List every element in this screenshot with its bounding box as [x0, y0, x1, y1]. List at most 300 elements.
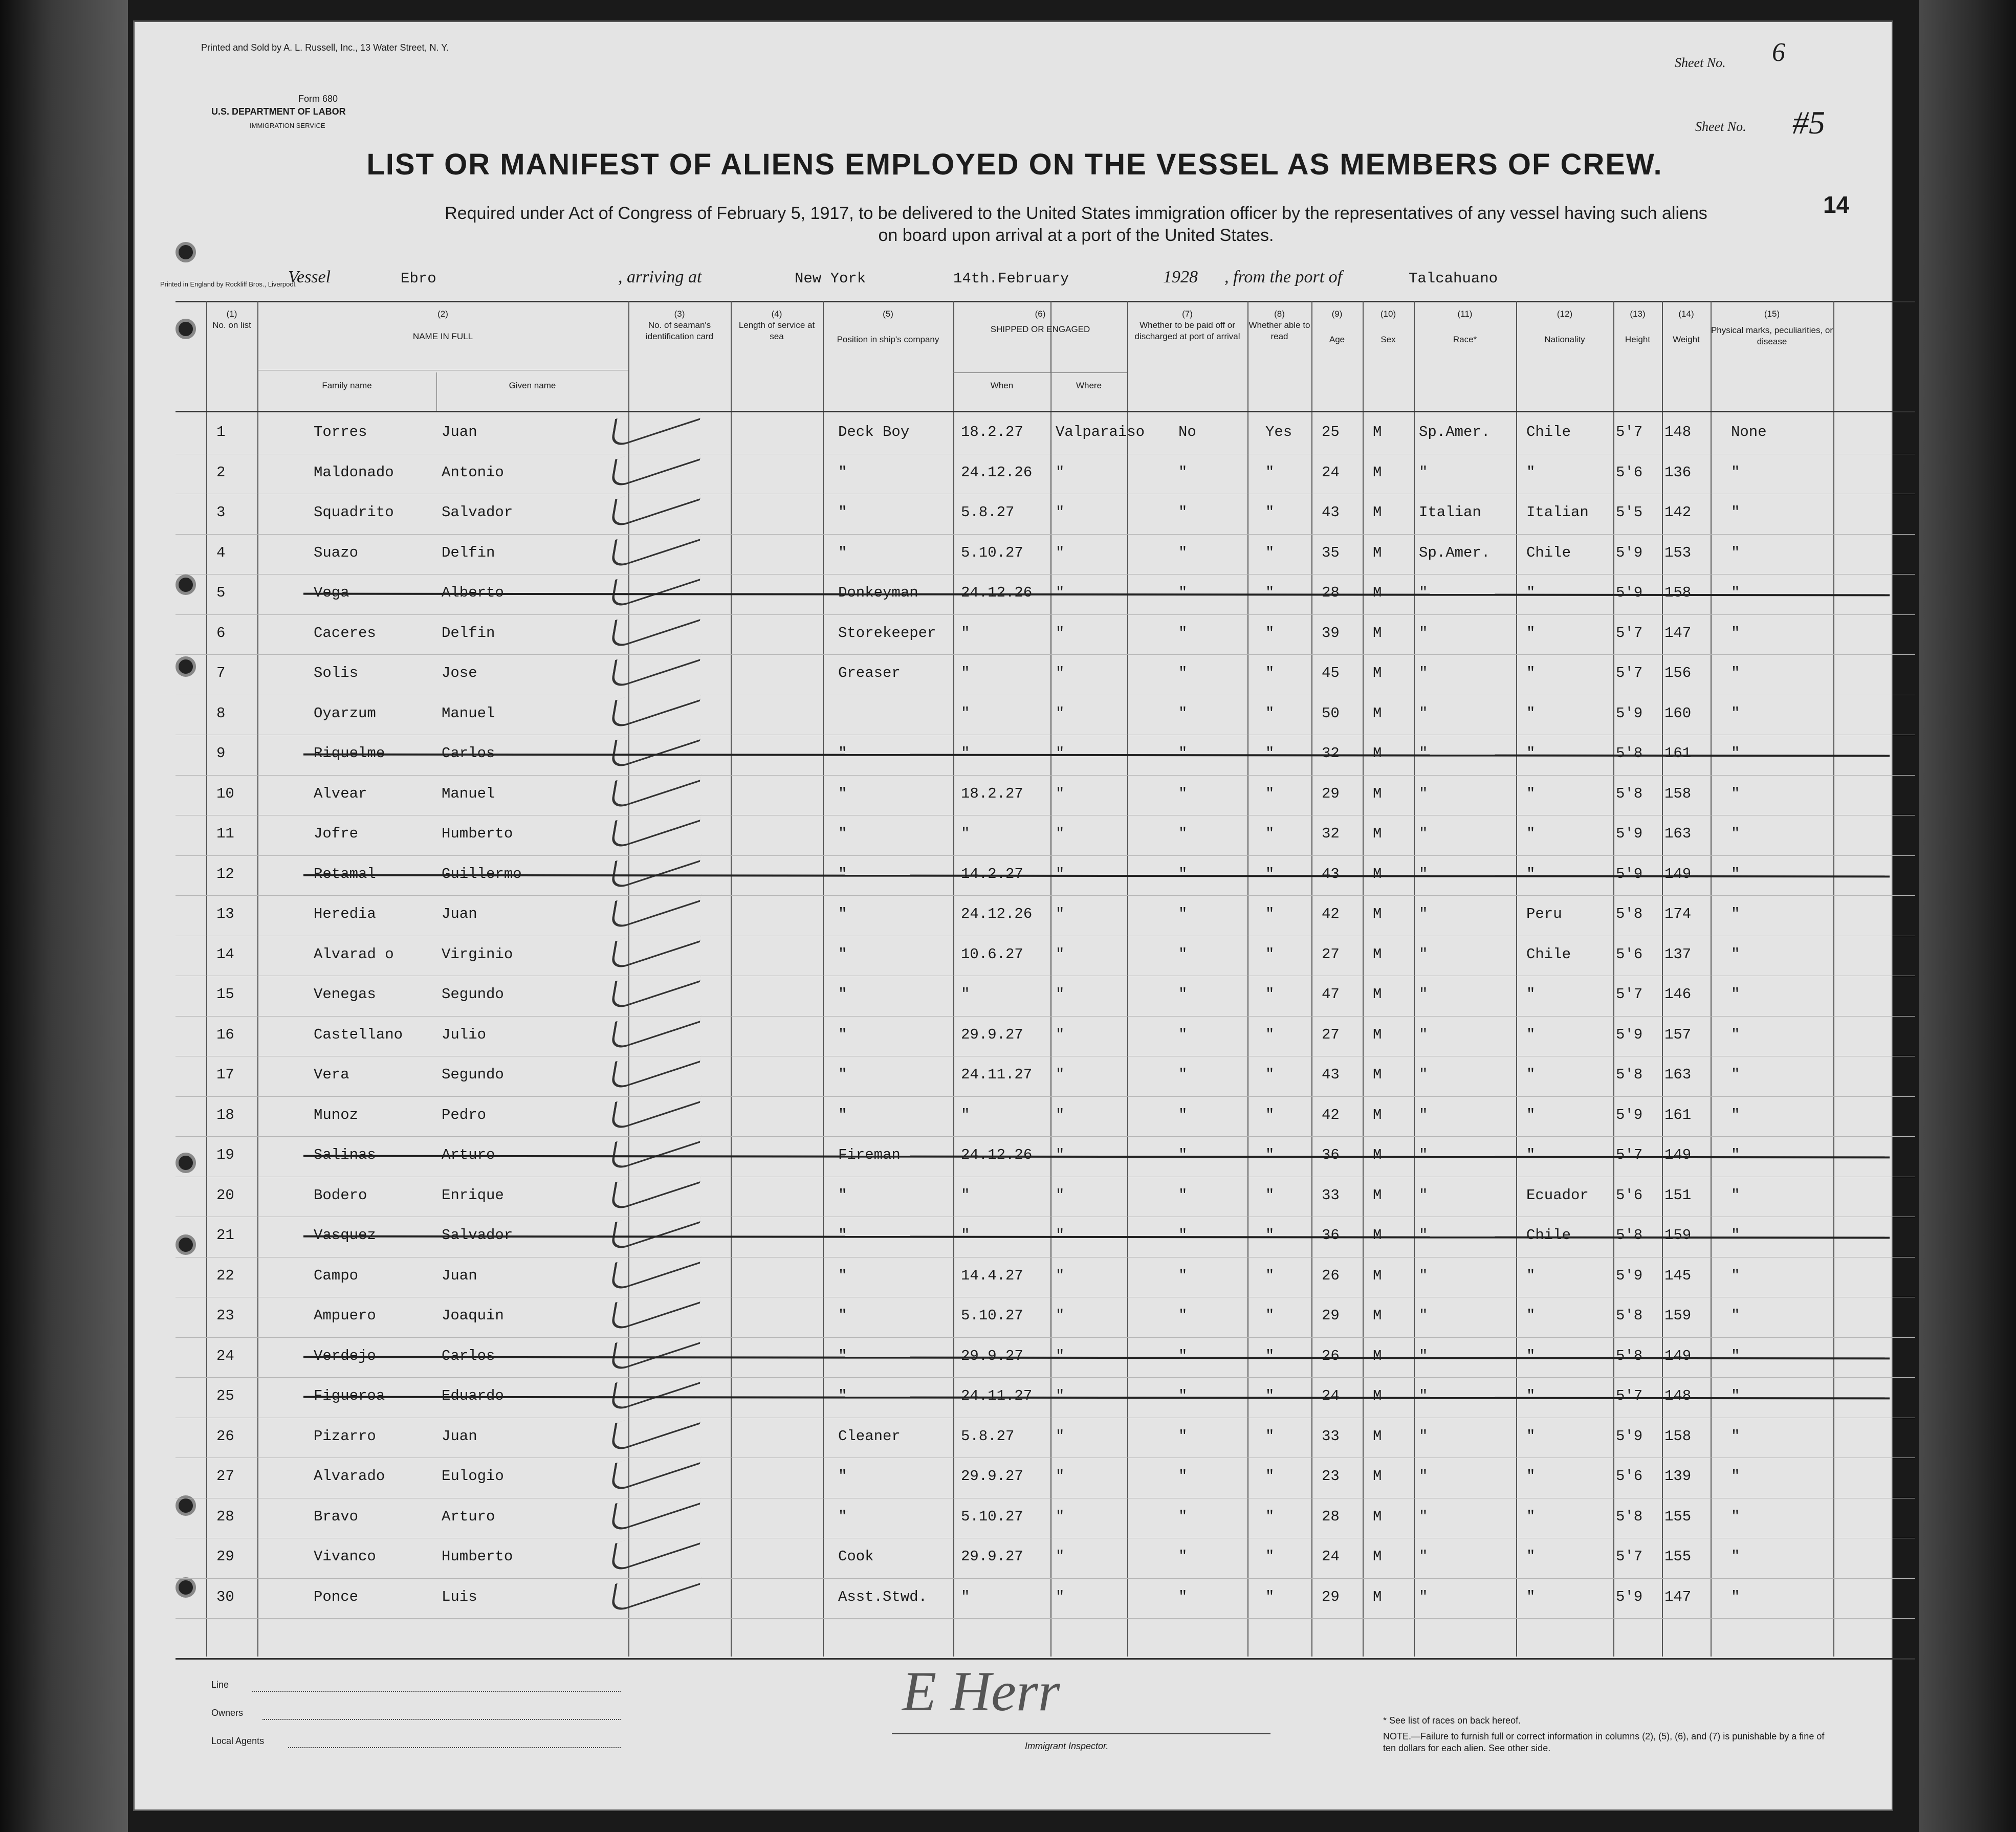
- cell-position: Greaser: [838, 665, 901, 681]
- cell-marks: ": [1731, 544, 1740, 561]
- cell-read: ": [1265, 986, 1275, 1003]
- cell-position: Deck Boy: [838, 424, 910, 440]
- table-row: [135, 1177, 1895, 1217]
- cell-weight: 142: [1664, 504, 1692, 521]
- cell-when: 14.2.27: [961, 865, 1023, 882]
- cell-position: ": [838, 745, 847, 762]
- cell-read: ": [1265, 745, 1275, 762]
- cell-race: ": [1419, 1146, 1428, 1163]
- printer-credit: Printed and Sold by A. L. Russell, Inc., 13 Water Street, N. Y.: [201, 42, 449, 53]
- cell-given: Alberto: [442, 584, 504, 601]
- cell-weight: 158: [1664, 785, 1692, 802]
- table-row: [135, 1136, 1895, 1176]
- cell-position: Donkeyman: [838, 584, 918, 601]
- cell-position: Fireman: [838, 1146, 901, 1163]
- cell-nat: ": [1526, 1267, 1536, 1284]
- cell-marks: ": [1731, 745, 1740, 762]
- cell-sex: M: [1373, 745, 1382, 762]
- cell-paid: ": [1178, 865, 1188, 882]
- cell-height: 5'6: [1616, 945, 1643, 963]
- cell-sex: M: [1373, 1066, 1382, 1083]
- cell-no: 22: [216, 1267, 234, 1284]
- cell-family: Venegas: [314, 986, 376, 1003]
- cell-position: ": [838, 1468, 847, 1485]
- cell-race: ": [1419, 1347, 1428, 1364]
- cell-height: 5'7: [1616, 424, 1643, 440]
- cell-read: ": [1265, 504, 1275, 521]
- table-row: [135, 775, 1895, 815]
- inspector-signature: E Herr: [902, 1660, 1060, 1723]
- cell-height: 5'8: [1616, 1066, 1643, 1083]
- cell-read: ": [1265, 865, 1275, 882]
- cell-where: ": [1056, 544, 1065, 561]
- cell-family: Bravo: [314, 1508, 359, 1525]
- form-number: Form 680: [298, 94, 338, 104]
- cell-given: Humberto: [442, 825, 513, 842]
- cell-nat: ": [1526, 1427, 1536, 1445]
- cell-where: ": [1056, 1146, 1065, 1163]
- cell-weight: 147: [1664, 1588, 1692, 1605]
- cell-age: 42: [1322, 1106, 1340, 1123]
- cell-marks: ": [1731, 1106, 1740, 1123]
- cell-no: 24: [216, 1347, 234, 1364]
- cell-race: ": [1419, 1186, 1428, 1204]
- col-physical-marks: (15) Physical marks, peculiarities, or disease: [1711, 309, 1833, 347]
- cell-where: ": [1056, 1066, 1065, 1083]
- cell-weight: 174: [1664, 906, 1692, 922]
- cell-race: ": [1419, 1508, 1428, 1525]
- cell-sex: M: [1373, 665, 1382, 681]
- table-row: [135, 1297, 1895, 1337]
- cell-weight: 153: [1664, 544, 1692, 561]
- cell-where: ": [1056, 1588, 1065, 1605]
- cell-nat: Ecuador: [1526, 1186, 1589, 1204]
- cell-sex: M: [1373, 785, 1382, 802]
- strikethrough-line: [303, 1396, 1890, 1400]
- cell-position: Storekeeper: [838, 624, 936, 642]
- cell-age: 24: [1322, 1548, 1340, 1565]
- race-note: * See list of races on back hereof.: [1383, 1715, 1521, 1726]
- arrival-year: 1928: [1163, 268, 1198, 286]
- cell-race: Sp.Amer.: [1419, 424, 1491, 440]
- cell-sex: M: [1373, 1307, 1382, 1324]
- cell-no: 5: [216, 584, 226, 601]
- cell-sex: M: [1373, 865, 1382, 882]
- cell-read: ": [1265, 544, 1275, 561]
- cell-given: Julio: [442, 1026, 487, 1043]
- cell-paid: ": [1178, 504, 1188, 521]
- cell-race: ": [1419, 945, 1428, 963]
- cell-when: ": [961, 745, 970, 762]
- cell-marks: ": [1731, 584, 1740, 601]
- cell-given: Juan: [442, 906, 477, 922]
- cell-weight: 139: [1664, 1468, 1692, 1485]
- cell-sex: M: [1373, 584, 1382, 601]
- cell-given: Humberto: [442, 1548, 513, 1565]
- cell-age: 28: [1322, 584, 1340, 601]
- cell-family: Vega: [314, 584, 349, 601]
- col-paid-off: (7) Whether to be paid off or discharged at port of arrival: [1134, 309, 1240, 342]
- cell-read: ": [1265, 825, 1275, 842]
- cell-family: Solis: [314, 665, 359, 681]
- strikethrough-line: [303, 1155, 1890, 1159]
- cell-no: 30: [216, 1588, 234, 1605]
- table-row: [135, 1498, 1895, 1538]
- cell-age: 43: [1322, 1066, 1340, 1083]
- cell-age: 24: [1322, 1387, 1340, 1404]
- cell-no: 11: [216, 825, 234, 842]
- cell-when: 29.9.27: [961, 1347, 1023, 1364]
- cell-no: 13: [216, 906, 234, 922]
- inspector-label: Immigrant Inspector.: [1025, 1741, 1109, 1751]
- local-agents-label: Local Agents: [211, 1736, 265, 1746]
- cell-marks: ": [1731, 1468, 1740, 1485]
- cell-read: ": [1265, 1227, 1275, 1244]
- table-row: [135, 1418, 1895, 1458]
- table-row: [135, 1056, 1895, 1096]
- cell-family: Oyarzum: [314, 704, 376, 722]
- cell-nat: ": [1526, 704, 1536, 722]
- cell-no: 9: [216, 745, 226, 762]
- cell-position: ": [838, 1227, 847, 1244]
- cell-paid: ": [1178, 1146, 1188, 1163]
- cell-nat: ": [1526, 865, 1536, 882]
- arriving-port: New York: [795, 270, 866, 287]
- cell-height: 5'7: [1616, 624, 1643, 642]
- cell-age: 26: [1322, 1267, 1340, 1284]
- cell-height: 5'6: [1616, 1468, 1643, 1485]
- cell-age: 29: [1322, 785, 1340, 802]
- cell-weight: 149: [1664, 865, 1692, 882]
- cell-read: ": [1265, 665, 1275, 681]
- cell-read: ": [1265, 1146, 1275, 1163]
- cell-height: 5'8: [1616, 1508, 1643, 1525]
- cell-paid: ": [1178, 463, 1188, 481]
- cell-sex: M: [1373, 1227, 1382, 1244]
- cell-where: ": [1056, 865, 1065, 882]
- cell-paid: ": [1178, 745, 1188, 762]
- cell-family: Pizarro: [314, 1427, 376, 1445]
- cell-where: ": [1056, 1186, 1065, 1204]
- cell-weight: 148: [1664, 1387, 1692, 1404]
- cell-marks: ": [1731, 1508, 1740, 1525]
- cell-nat: ": [1526, 1026, 1536, 1043]
- cell-race: ": [1419, 1066, 1428, 1083]
- cell-height: 5'7: [1616, 665, 1643, 681]
- cell-family: Munoz: [314, 1106, 359, 1123]
- cell-nat: ": [1526, 463, 1536, 481]
- cell-when: 5.10.27: [961, 1508, 1023, 1525]
- cell-when: ": [961, 986, 970, 1003]
- cell-paid: ": [1178, 1468, 1188, 1485]
- cell-race: ": [1419, 1026, 1428, 1043]
- cell-paid: ": [1178, 1106, 1188, 1123]
- cell-race: ": [1419, 1468, 1428, 1485]
- cell-family: Maldonado: [314, 463, 394, 481]
- cell-when: 29.9.27: [961, 1468, 1023, 1485]
- cell-weight: 147: [1664, 624, 1692, 642]
- cell-sex: M: [1373, 945, 1382, 963]
- col-race: (11) Race*: [1453, 309, 1477, 345]
- cell-given: Carlos: [442, 1347, 495, 1364]
- page-number: 14: [1823, 191, 1850, 218]
- cell-weight: 161: [1664, 1106, 1692, 1123]
- cell-no: 29: [216, 1548, 234, 1565]
- cell-height: 5'8: [1616, 1347, 1643, 1364]
- cell-where: ": [1056, 584, 1065, 601]
- cell-marks: ": [1731, 906, 1740, 922]
- cell-age: 32: [1322, 745, 1340, 762]
- cell-when: ": [961, 1186, 970, 1204]
- scan-right-margin: [1919, 0, 2016, 1832]
- cell-marks: ": [1731, 1427, 1740, 1445]
- cell-no: 23: [216, 1307, 234, 1324]
- fine-note: NOTE.—Failure to furnish full or correct information in columns (2), (5), (6), and (7) is punishable by a fine of ten dollars for each alien. See other side.: [1383, 1731, 1825, 1754]
- table-row: [135, 695, 1895, 735]
- cell-position: ": [838, 1026, 847, 1043]
- cell-no: 1: [216, 424, 226, 440]
- cell-read: ": [1265, 1427, 1275, 1445]
- cell-race: ": [1419, 1548, 1428, 1565]
- cell-family: Salinas: [314, 1146, 376, 1163]
- cell-age: 27: [1322, 1026, 1340, 1043]
- cell-given: Jose: [442, 665, 477, 681]
- sheet-label-top: Sheet No.: [1675, 55, 1726, 70]
- table-row: [135, 413, 1895, 453]
- cell-family: Retamal: [314, 865, 376, 882]
- cell-sex: M: [1373, 704, 1382, 722]
- cell-marks: ": [1731, 665, 1740, 681]
- cell-no: 3: [216, 504, 226, 521]
- cell-paid: ": [1178, 906, 1188, 922]
- cell-when: ": [961, 624, 970, 642]
- cell-position: ": [838, 1307, 847, 1324]
- cell-race: ": [1419, 865, 1428, 882]
- cell-sex: M: [1373, 504, 1382, 521]
- cell-given: Manuel: [442, 785, 495, 802]
- cell-age: 28: [1322, 1508, 1340, 1525]
- cell-race: Italian: [1419, 504, 1481, 521]
- cell-age: 25: [1322, 424, 1340, 440]
- cell-read: ": [1265, 1267, 1275, 1284]
- cell-read: ": [1265, 1186, 1275, 1204]
- cell-sex: M: [1373, 1508, 1382, 1525]
- table-row: [135, 855, 1895, 895]
- cell-family: Heredia: [314, 906, 376, 922]
- table-row: [135, 1217, 1895, 1256]
- sheet-value: #5: [1792, 104, 1825, 141]
- cell-weight: 149: [1664, 1146, 1692, 1163]
- cell-marks: ": [1731, 1267, 1740, 1284]
- cell-position: ": [838, 1106, 847, 1123]
- cell-position: ": [838, 1186, 847, 1204]
- cell-sex: M: [1373, 1347, 1382, 1364]
- cell-sex: M: [1373, 1468, 1382, 1485]
- cell-no: 10: [216, 785, 234, 802]
- cell-height: 5'9: [1616, 1267, 1643, 1284]
- cell-age: 45: [1322, 665, 1340, 681]
- cell-paid: ": [1178, 785, 1188, 802]
- cell-race: ": [1419, 1387, 1428, 1404]
- cell-nat: ": [1526, 1468, 1536, 1485]
- col-position: (5) Position in ship's company: [837, 309, 939, 345]
- cell-read: ": [1265, 463, 1275, 481]
- cell-where: ": [1056, 1468, 1065, 1485]
- table-row: [135, 1337, 1895, 1377]
- cell-sex: M: [1373, 624, 1382, 642]
- cell-position: ": [838, 945, 847, 963]
- table-row: [135, 454, 1895, 494]
- cell-sex: M: [1373, 544, 1382, 561]
- cell-given: Antonio: [442, 463, 504, 481]
- cell-given: Arturo: [442, 1508, 495, 1525]
- cell-nat: ": [1526, 1508, 1536, 1525]
- cell-race: ": [1419, 986, 1428, 1003]
- subtitle-line-1: Required under Act of Congress of February 5, 1917, to be delivered to the United States immigration officer by the representatives of any vessel having such aliens: [445, 204, 1707, 223]
- page-title: LIST OR MANIFEST OF ALIENS EMPLOYED ON THE VESSEL AS MEMBERS OF CREW.: [366, 148, 1663, 181]
- cell-age: 50: [1322, 704, 1340, 722]
- cell-no: 27: [216, 1468, 234, 1485]
- cell-race: ": [1419, 1307, 1428, 1324]
- cell-when: 24.11.27: [961, 1387, 1033, 1404]
- cell-marks: ": [1731, 624, 1740, 642]
- cell-race: ": [1419, 665, 1428, 681]
- cell-where: ": [1056, 1307, 1065, 1324]
- cell-weight: 163: [1664, 1066, 1692, 1083]
- from-label: , from the port of: [1224, 268, 1343, 286]
- cell-race: Sp.Amer.: [1419, 544, 1491, 561]
- cell-weight: 159: [1664, 1307, 1692, 1324]
- cell-race: ": [1419, 745, 1428, 762]
- col-id-card: (3) No. of seaman's identification card: [645, 309, 714, 342]
- cell-position: Asst.Stwd.: [838, 1588, 928, 1605]
- cell-no: 16: [216, 1026, 234, 1043]
- table-row: [135, 936, 1895, 976]
- cell-family: Vera: [314, 1066, 349, 1083]
- col-sex: (10) Sex: [1380, 309, 1396, 345]
- cell-no: 19: [216, 1146, 234, 1163]
- cell-paid: ": [1178, 1026, 1188, 1043]
- cell-weight: 159: [1664, 1227, 1692, 1244]
- cell-when: ": [961, 704, 970, 722]
- cell-no: 6: [216, 624, 226, 642]
- cell-nat: ": [1526, 624, 1536, 642]
- table-row: [135, 895, 1895, 935]
- cell-height: 5'8: [1616, 785, 1643, 802]
- cell-weight: 136: [1664, 463, 1692, 481]
- cell-when: 10.6.27: [961, 945, 1023, 963]
- cell-age: 43: [1322, 504, 1340, 521]
- cell-marks: ": [1731, 825, 1740, 842]
- cell-given: Salvador: [442, 1227, 513, 1244]
- cell-no: 17: [216, 1066, 234, 1083]
- cell-marks: ": [1731, 1146, 1740, 1163]
- cell-height: 5'6: [1616, 1186, 1643, 1204]
- cell-when: ": [961, 1227, 970, 1244]
- cell-family: Jofre: [314, 825, 359, 842]
- cell-when: 14.4.27: [961, 1267, 1023, 1284]
- col-where: Where: [1076, 381, 1102, 390]
- cell-sex: M: [1373, 463, 1382, 481]
- cell-family: Ponce: [314, 1588, 359, 1605]
- cell-marks: ": [1731, 945, 1740, 963]
- cell-race: ": [1419, 1427, 1428, 1445]
- cell-nat: ": [1526, 1588, 1536, 1605]
- sheet-label: Sheet No.: [1695, 119, 1746, 134]
- cell-height: 5'5: [1616, 504, 1643, 521]
- cell-given: Carlos: [442, 745, 495, 762]
- arrival-date: 14th.February: [953, 270, 1069, 287]
- cell-sex: M: [1373, 1267, 1382, 1284]
- cell-marks: ": [1731, 1548, 1740, 1565]
- cell-where: ": [1056, 1106, 1065, 1123]
- cell-where: ": [1056, 665, 1065, 681]
- cell-height: 5'7: [1616, 1548, 1643, 1565]
- cell-when: 5.8.27: [961, 504, 1015, 521]
- cell-no: 12: [216, 865, 234, 882]
- cell-marks: ": [1731, 785, 1740, 802]
- col-length-service: (4) Length of service at sea: [738, 309, 815, 342]
- cell-position: ": [838, 865, 847, 882]
- table-row: [135, 1257, 1895, 1297]
- cell-age: 29: [1322, 1588, 1340, 1605]
- cell-where: ": [1056, 745, 1065, 762]
- cell-family: Alvarad o: [314, 945, 394, 963]
- cell-height: 5'9: [1616, 1106, 1643, 1123]
- cell-weight: 161: [1664, 745, 1692, 762]
- cell-nat: Italian: [1526, 504, 1589, 521]
- cell-given: Arturo: [442, 1146, 495, 1163]
- cell-family: Figueroa: [314, 1387, 385, 1404]
- cell-sex: M: [1373, 1387, 1382, 1404]
- cell-given: Salvador: [442, 504, 513, 521]
- cell-nat: ": [1526, 584, 1536, 601]
- cell-height: 5'9: [1616, 1026, 1643, 1043]
- cell-sex: M: [1373, 1186, 1382, 1204]
- cell-position: ": [838, 785, 847, 802]
- cell-nat: Chile: [1526, 544, 1571, 561]
- cell-nat: ": [1526, 785, 1536, 802]
- cell-when: 5.10.27: [961, 544, 1023, 561]
- cell-paid: ": [1178, 544, 1188, 561]
- cell-when: 29.9.27: [961, 1026, 1023, 1043]
- vessel-name: Ebro: [401, 270, 436, 287]
- vessel-label: Vessel: [288, 268, 331, 286]
- cell-position: ": [838, 1387, 847, 1404]
- cell-paid: ": [1178, 1548, 1188, 1565]
- strikethrough-line: [303, 1235, 1890, 1239]
- cell-read: ": [1265, 1548, 1275, 1565]
- cell-age: 32: [1322, 825, 1340, 842]
- cell-race: ": [1419, 1106, 1428, 1123]
- cell-no: 4: [216, 544, 226, 561]
- cell-race: ": [1419, 1267, 1428, 1284]
- cell-read: ": [1265, 704, 1275, 722]
- cell-nat: ": [1526, 1066, 1536, 1083]
- cell-given: Enrique: [442, 1186, 504, 1204]
- cell-marks: ": [1731, 986, 1740, 1003]
- cell-height: 5'7: [1616, 1146, 1643, 1163]
- owners-label: Owners: [211, 1708, 244, 1718]
- cell-where: ": [1056, 1548, 1065, 1565]
- cell-paid: ": [1178, 986, 1188, 1003]
- cell-position: ": [838, 1508, 847, 1525]
- cell-nat: ": [1526, 1347, 1536, 1364]
- cell-where: ": [1056, 945, 1065, 963]
- cell-family: Vivanco: [314, 1548, 376, 1565]
- cell-nat: ": [1526, 1106, 1536, 1123]
- cell-weight: 149: [1664, 1347, 1692, 1364]
